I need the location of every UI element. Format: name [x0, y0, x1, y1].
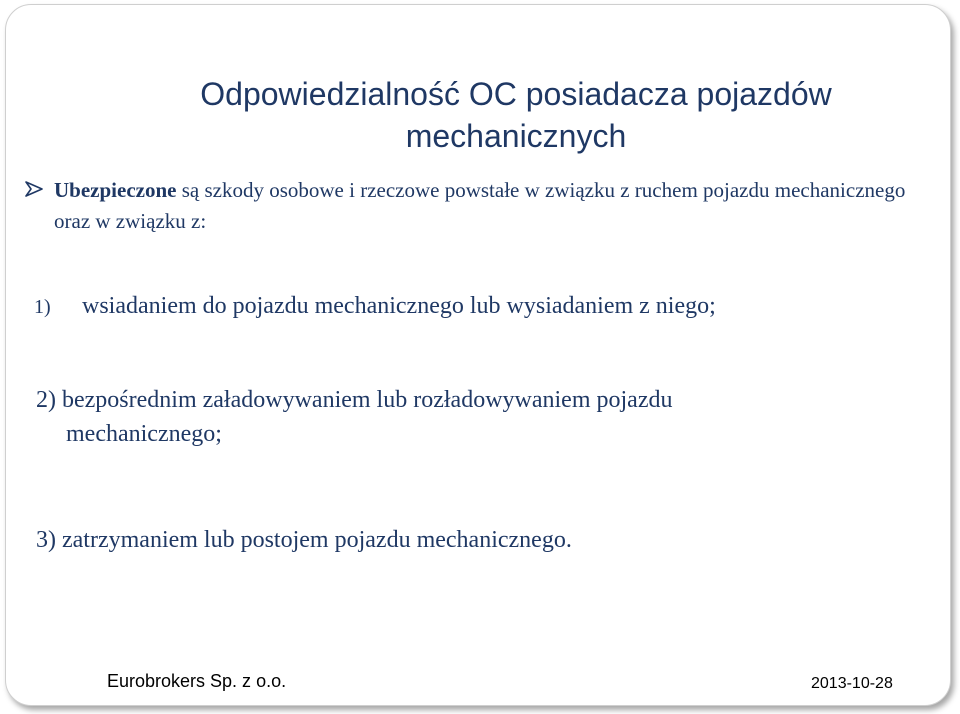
list-item-3	[36, 523, 572, 557]
slide-title	[6, 73, 960, 157]
list-item-text: zatrzymaniem lub postojem pojazdu mechanicznego.	[62, 527, 572, 553]
bullet-first-word: Ubezpieczone	[54, 178, 177, 202]
bullet-paragraph	[24, 175, 924, 237]
title-line-1: Odpowiedzialność OC posiadacza pojazdów	[200, 76, 832, 112]
slide	[5, 4, 951, 706]
list-item-number: 2)	[36, 387, 56, 413]
list-item-number: 1)	[34, 296, 51, 318]
footer-date: 2013-10-28	[811, 675, 893, 692]
bullet-text	[54, 175, 924, 237]
bullet-text-rest: są szkody osobowe i rzeczowe powstałe w związku z ruchem pojazdu mechanicznego oraz w związku z:	[54, 178, 906, 233]
list-item-2	[36, 383, 916, 451]
arrow-bullet-icon	[24, 181, 44, 197]
list-item-continuation: mechanicznego;	[66, 421, 222, 447]
list-item-number: 3)	[36, 527, 56, 553]
list-item-1	[34, 289, 716, 324]
title-line-2: mechanicznych	[405, 118, 627, 154]
list-item-text: wsiadaniem do pojazdu mechanicznego lub wysiadaniem z niego;	[82, 293, 716, 319]
list-item-text: bezpośrednim załadowywaniem lub rozładowywaniem pojazdu	[62, 387, 673, 413]
footer-company: Eurobrokers Sp. z o.o.	[107, 671, 287, 691]
